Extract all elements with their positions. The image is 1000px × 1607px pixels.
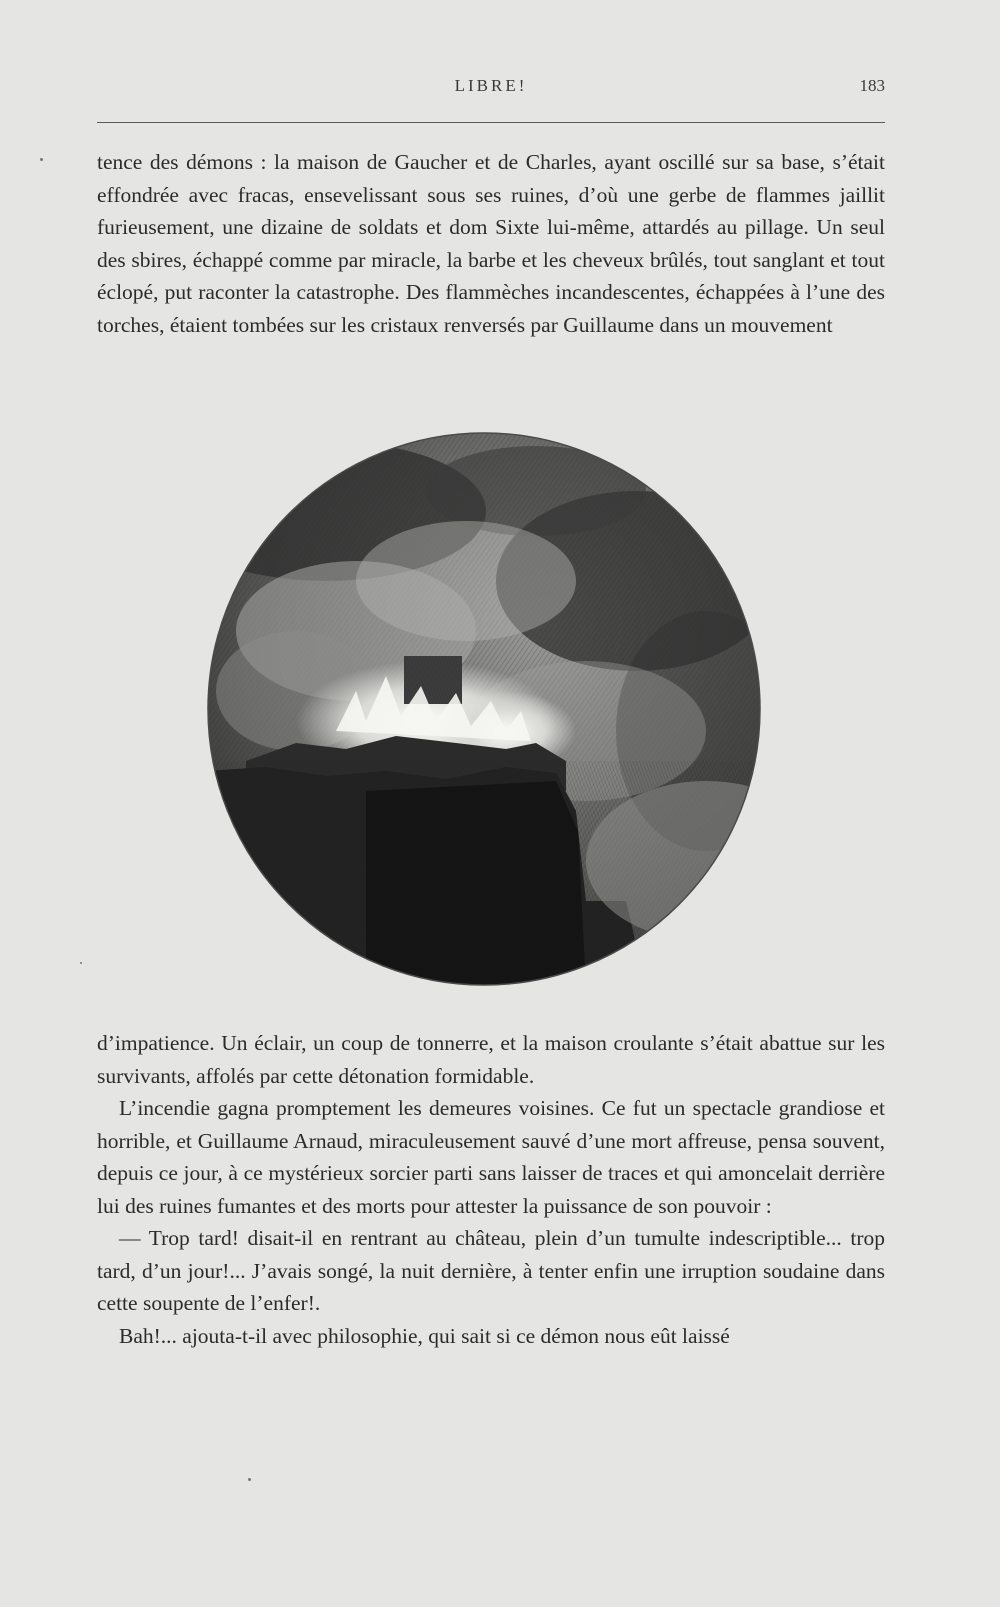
paper-speck xyxy=(40,158,43,161)
paragraph: Bah!... ajouta-t-il avec philosophie, qui sait si ce démon nous eût laissé xyxy=(119,1323,730,1348)
body-text-bottom xyxy=(97,1027,885,1352)
engraving-illustration xyxy=(206,431,762,987)
engraving-svg xyxy=(206,431,762,987)
paragraph: tence des démons : la maison de Gaucher et de Charles, ayant oscillé sur sa base, s’était effondrée avec fracas, ensevelissant sous ses ruines, d’où une gerbe de flammes jaillit furieusement, une dizaine de soldats et dom Sixte lui-même, attardés au pillage. Un seul des sbires, échappé comme par miracle, la barbe et les cheveux brûlés, tout sanglant et tout éclopé, put raconter la catastrophe. Des flammèches incandescentes, échappées à l’une des torches, étaient tombées sur les cristaux renversés par Guillaume dans un mouvement xyxy=(97,150,885,337)
paragraph: — Trop tard! disait-il en rentrant au château, plein d’un tumulte indescriptible... trop tard, d’un jour!... J’avais songé, la nuit dernière, à tenter enfin une irruption soudaine dans cette soupente de l’enfer!. xyxy=(97,1226,885,1315)
paper-speck xyxy=(248,1478,251,1481)
page-number: 183 xyxy=(859,76,885,95)
paragraph: L’incendie gagna promptement les demeures voisines. Ce fut un spectacle grandiose et horrible, et Guillaume Arnaud, miraculeusement sauvé d’une mort affreuse, pensa souvent, depuis ce jour, à ce mystérieux sorcier parti sans laisser de traces et qui amoncelait derrière lui des ruines fumantes et des morts pour attester la puissance de son pouvoir : xyxy=(97,1096,885,1218)
paper-speck xyxy=(80,962,82,964)
header-rule xyxy=(97,122,885,123)
running-title: LIBRE! xyxy=(454,76,528,95)
body-text-top xyxy=(97,146,885,341)
paragraph: d’impatience. Un éclair, un coup de tonnerre, et la maison croulante s’était abattue sur les survivants, affolés par cette détonation formidable. xyxy=(97,1031,885,1088)
page-header xyxy=(97,76,885,102)
